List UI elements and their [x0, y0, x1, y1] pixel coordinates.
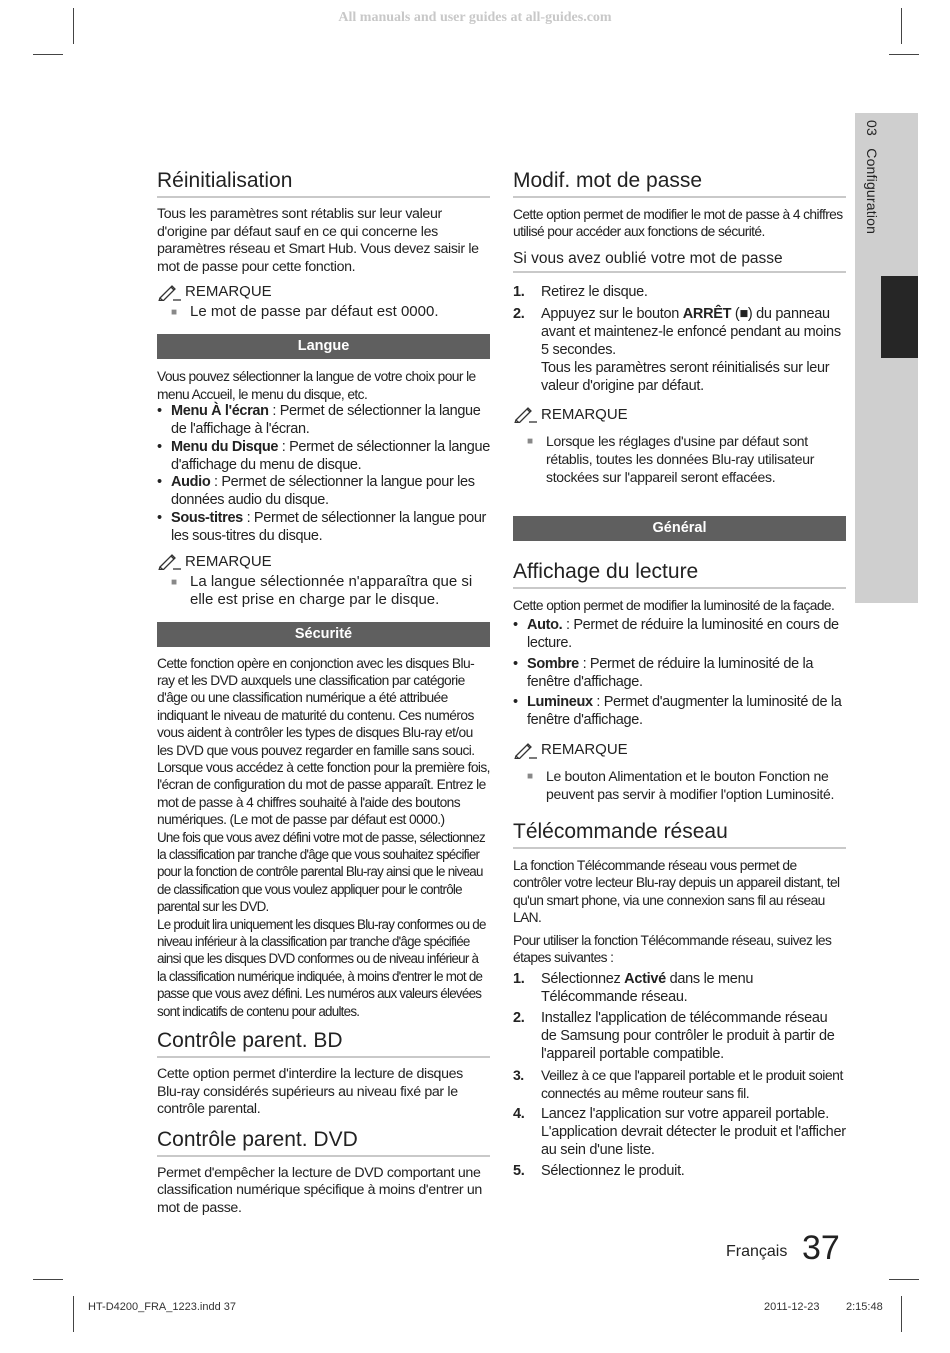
step-number: 1.: [513, 283, 525, 300]
note-header: [513, 740, 846, 759]
step-item: [513, 1162, 846, 1180]
print-date: 2011-12-23: [764, 1301, 820, 1313]
chapter-tab-marker: [881, 276, 918, 358]
list-item: • Menu du Disque : Permet de sélectionner la langue d'affichage du menu de disque.: [157, 438, 490, 473]
note-item: [171, 573, 490, 609]
pencil-note-icon: [157, 552, 183, 570]
note-label: REMARQUE: [541, 741, 628, 758]
square-bullet-icon: ■: [171, 576, 178, 588]
square-bullet-icon: ■: [171, 307, 178, 319]
pencil-note-icon: [513, 741, 539, 759]
crop-mark: [73, 8, 74, 44]
list-item: • Menu À l'écran : Permet de sélectionner la langue de l'affichage à l'écran.: [157, 403, 481, 437]
list-text: : Permet de réduire la luminosité de la fenêtre d'affichage.: [527, 655, 814, 690]
telecommande-p1: La fonction Télécommande réseau vous permet de contrôler votre lecteur Blu-ray depuis un appareil distant, tel qu'un smart phone, via une connexion sans fil au réseau LAN.: [513, 858, 840, 926]
section-title-affichage: Affichage du lecture: [513, 559, 846, 589]
step-item: [513, 1066, 846, 1102]
page-number: 37: [802, 1229, 840, 1267]
note-text: Le bouton Alimentation et le bouton Fonction ne peuvent pas servir à modifier l'option Luminosité.: [546, 768, 835, 802]
crop-mark: [889, 1279, 919, 1280]
step-text: Sélectionnez le produit.: [541, 1163, 685, 1180]
step-number: 1.: [513, 971, 525, 988]
pencil-note-icon: [513, 405, 539, 423]
step-item: [513, 283, 846, 301]
step-text: Sélectionnez: [541, 971, 625, 988]
square-bullet-icon: ■: [527, 435, 533, 447]
step-extra: Tous les paramètres seront réinitialisés sur leur valeur d'origine par défaut.: [541, 359, 830, 394]
step-item: [513, 970, 846, 1006]
section-bar-langue: Langue: [157, 334, 490, 359]
securite-p3: Une fois que vous avez défini votre mot de passe, sélectionnez la classification par tranche d'âge que vous souhaitez spécifier pour la fonction de contrôle parental Blu-ray ainsi que le niveau de classification que vous voulez appliquer pour le contrôle parental sur les DVD.: [157, 829, 485, 915]
controle-bd-body: Cette option permet d'interdire la lecture de disques Blu-ray considérés supérieurs au niveau fixé par le contrôle parental.: [157, 1066, 463, 1118]
chapter-title: Configuration: [864, 148, 880, 235]
section-bar-securite: Sécurité: [157, 622, 490, 647]
step-item: [513, 305, 846, 395]
list-term: Menu du Disque: [171, 438, 279, 455]
list-term: Sous-titres: [171, 509, 243, 526]
list-text: : Permet de sélectionner la langue d'affichage du menu de disque.: [171, 438, 490, 473]
affichage-list: [513, 617, 846, 730]
section-title-controle-dvd: Contrôle parent. DVD: [157, 1127, 490, 1157]
telecommande-p2: Pour utiliser la fonction Télécommande réseau, suivez les étapes suivantes :: [513, 932, 832, 966]
step-number: 5.: [513, 1163, 525, 1180]
list-term: Sombre: [527, 655, 579, 672]
securite-p4: Le produit lira uniquement les disques Blu-ray conformes ou de niveau inférieur à la classification par tranche d'âge spécifiée ainsi que les disques DVD conformes ou de niveau inférieur à la classification numérique indiquée, à moins d'entrer le mot de passe que vous avez défini. Les numéros aux valeurs élevées sont indicatifs de contenu pour adultes.: [157, 916, 486, 1019]
affichage-body: Cette option permet de modifier la luminosité de la façade.: [513, 597, 835, 613]
crop-mark: [901, 1296, 902, 1332]
note-item: [171, 303, 490, 322]
crop-mark: [73, 1296, 74, 1332]
step-text: (■) du panneau avant et maintenez-le enfoncé pendant au moins 5 secondes.: [541, 305, 841, 358]
step-number: 2.: [513, 305, 525, 322]
chapter-label: [858, 120, 880, 320]
reinit-body: Tous les paramètres sont rétablis sur leur valeur d'origine par défaut sauf en ce qui concerne les paramètres réseau et Smart Hub. Vous devez saisir le mot de passe pour cette fonction.: [157, 206, 479, 275]
list-item: • Sombre : Permet de réduire la luminosité de la fenêtre d'affichage.: [513, 655, 814, 690]
crop-mark: [33, 54, 63, 55]
step-item: [513, 1105, 846, 1159]
step-number: 2.: [513, 1010, 525, 1027]
note-text: Le mot de passe par défaut est 0000.: [190, 303, 439, 321]
crop-mark: [901, 8, 902, 44]
note-item: [527, 432, 846, 486]
list-term: Auto.: [527, 617, 563, 634]
section-title-telecommande: Télécommande réseau: [513, 819, 846, 849]
section-title-modif-mot-de-passe: Modif. mot de passe: [513, 168, 846, 198]
chapter-number: 03: [864, 120, 880, 136]
note-text: Lorsque les réglages d'usine par défaut sont rétablis, toutes les données Blu-ray utilisateur stockées sur l'appareil seront effacées.: [546, 432, 815, 485]
step-bold: Activé: [624, 971, 666, 988]
list-term: Audio: [171, 474, 211, 491]
securite-p2: Lorsque vous accédez à cette fonction pour la première fois, l'écran de configuration du mot de passe apparaît. Entrez le mot de passe à 4 chiffres souhaité à l'aide des boutons numériques. (Le mot de passe par défaut est 0000.): [157, 760, 490, 828]
list-text: : Permet de sélectionner la langue de l'affichage à l'écran.: [171, 403, 481, 437]
note-item: [527, 767, 846, 803]
list-item: • Audio : Permet de sélectionner la langue pour les données audio du disque.: [157, 474, 475, 509]
langue-intro: Vous pouvez sélectionner la langue de votre choix pour le menu Accueil, le menu du disque, etc.: [157, 369, 476, 402]
print-time: 2:15:48: [846, 1301, 883, 1313]
note-header: [157, 282, 490, 301]
section-title-controle-bd: Contrôle parent. BD: [157, 1028, 490, 1058]
step-text: Veillez à ce que l'appareil portable et le produit soient connectés au même routeur sans fil.: [541, 1067, 843, 1102]
list-item: • Auto. : Permet de réduire la luminosité en cours de lecture.: [513, 617, 839, 652]
list-text: : Permet d'augmenter la luminosité de la fenêtre d'affichage.: [527, 694, 842, 729]
list-text: : Permet de réduire la luminosité en cours de lecture.: [527, 617, 839, 652]
step-text: Installez l'application de télécommande réseau de Samsung pour contrôler le produit à partir de l'appareil portable compatible.: [541, 1010, 835, 1063]
footer-language: Français: [726, 1243, 788, 1260]
note-header: [157, 552, 490, 571]
note-text: La langue sélectionnée n'apparaîtra que si elle est prise en charge par le disque.: [190, 572, 473, 608]
print-file-info: HT-D4200_FRA_1223.indd 37: [88, 1301, 236, 1313]
pencil-note-icon: [157, 283, 183, 301]
left-column: [157, 168, 490, 1218]
list-term: Lumineux: [527, 694, 593, 711]
step-item: [513, 1009, 846, 1063]
note-label: REMARQUE: [185, 283, 272, 301]
controle-dvd-body: Permet d'empêcher la lecture de DVD comportant une classification numérique spécifique à moins d'entrer un mot de passe.: [157, 1164, 482, 1217]
note-header: [513, 405, 846, 424]
step-text: dans le menu Télécommande réseau.: [541, 971, 754, 1006]
step-text: Retirez le disque.: [541, 283, 648, 300]
step-bold: ARRÊT: [682, 305, 732, 322]
section-title-reinitialisation: Réinitialisation: [157, 168, 490, 198]
crop-mark: [889, 54, 919, 55]
crop-mark: [33, 1279, 63, 1280]
list-text: : Permet de sélectionner la langue pour les données audio du disque.: [171, 474, 475, 509]
step-number: 4.: [513, 1106, 525, 1123]
step-text: Lancez l'application sur votre appareil portable. L'application devrait détecter le produit et l'afficher au sein d'une liste.: [541, 1106, 846, 1159]
watermark: All manuals and user guides at all-guides.com: [338, 10, 612, 25]
note-label: REMARQUE: [541, 405, 628, 423]
subsection-title-oublie: Si vous avez oublié votre mot de passe: [513, 249, 846, 273]
step-number: 3.: [513, 1067, 524, 1084]
section-bar-general: Général: [513, 516, 846, 541]
step-text: Appuyez sur le bouton: [541, 305, 683, 322]
list-item: • Lumineux : Permet d'augmenter la luminosité de la fenêtre d'affichage.: [513, 694, 842, 729]
langue-list: [157, 403, 490, 545]
list-text: : Permet de sélectionner la langue pour les sous-titres du disque.: [171, 509, 487, 544]
modif-body: Cette option permet de modifier le mot de passe à 4 chiffres utilisé pour accéder aux fonctions de sécurité.: [513, 207, 843, 240]
right-column: [513, 168, 846, 1180]
note-label: REMARQUE: [185, 552, 272, 570]
list-item: • Sous-titres : Permet de sélectionner la langue pour les sous-titres du disque.: [157, 509, 487, 544]
securite-p1: Cette fonction opère en conjonction avec les disques Blu-ray et les DVD auxquels une classification par catégorie d'âge ou une classification numérique a été attribuée indiquant le niveau de maturité du contenu. Ces numéros vous aident à contrôler les types de disques Blu-ray et/ou les DVD que vous pouvez regarder en famille sans souci.: [157, 655, 475, 758]
list-term: Menu À l'écran: [171, 403, 269, 420]
square-bullet-icon: ■: [527, 771, 533, 782]
